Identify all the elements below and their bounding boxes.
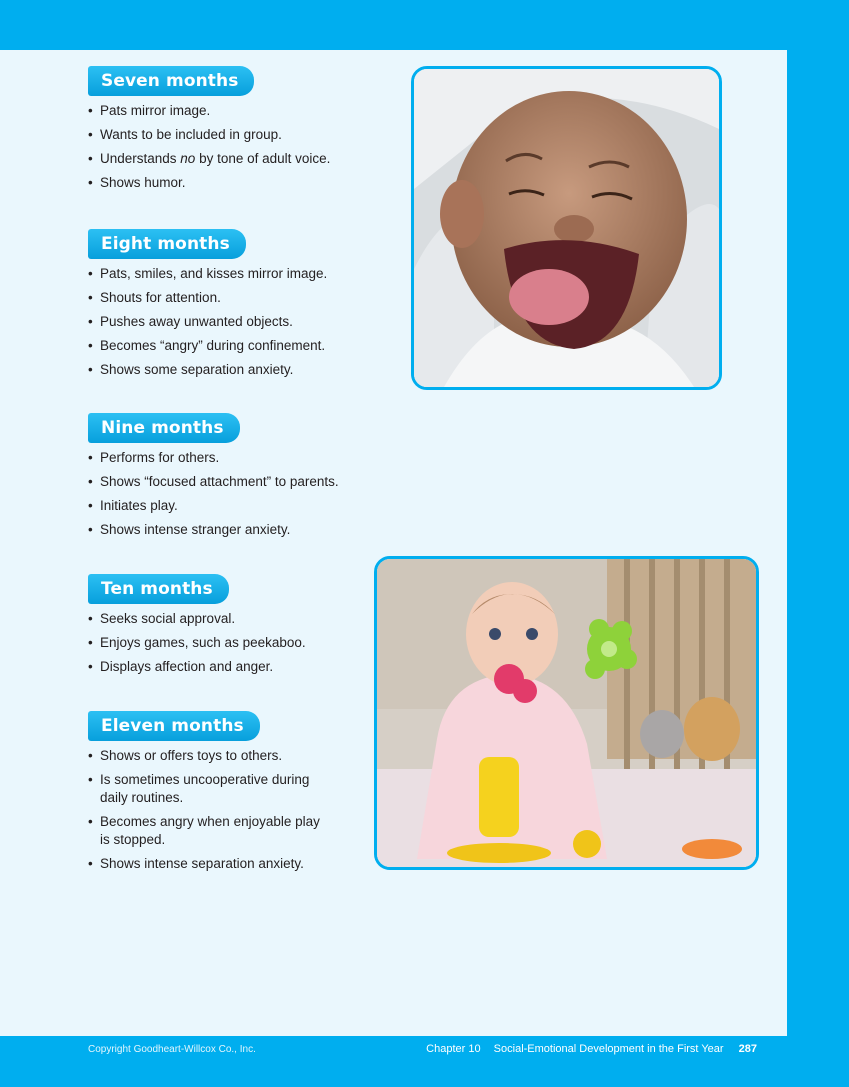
section-heading: Eight months	[88, 229, 246, 259]
chapter-label: Chapter 10	[426, 1043, 481, 1055]
list-item: • Pushes away unwanted objects.	[88, 313, 388, 331]
bullet-list	[88, 610, 388, 676]
bullet-list	[88, 747, 328, 873]
section-eleven-months	[88, 711, 328, 879]
list-item: • Shows or offers toys to others.	[88, 747, 328, 765]
list-item: • Understands no by tone of adult voice.	[88, 150, 388, 168]
list-item: • Enjoys games, such as peekaboo.	[88, 634, 388, 652]
list-item: • Shouts for attention.	[88, 289, 388, 307]
list-item: • Pats, smiles, and kisses mirror image.	[88, 265, 388, 283]
list-item: • Shows intense stranger anxiety.	[88, 521, 388, 539]
chapter-title: Social-Emotional Development in the First Year	[493, 1043, 724, 1055]
list-item: • Seeks social approval.	[88, 610, 388, 628]
laughing-baby-photo	[411, 66, 722, 390]
list-item: • Is sometimes uncooperative during daily routines.	[88, 771, 328, 807]
list-item: • Shows “focused attachment” to parents.	[88, 473, 388, 491]
section-heading: Ten months	[88, 574, 229, 604]
section-eight-months	[88, 229, 388, 385]
laughing-baby-image	[414, 69, 719, 387]
list-item: • Becomes angry when enjoyable play is stopped.	[88, 813, 328, 849]
section-nine-months	[88, 413, 388, 545]
bullet-list	[88, 449, 388, 539]
section-seven-months	[88, 66, 388, 198]
list-item: • Displays affection and anger.	[88, 658, 388, 676]
list-item: • Becomes “angry” during confinement.	[88, 337, 388, 355]
section-heading: Nine months	[88, 413, 240, 443]
section-heading: Eleven months	[88, 711, 260, 741]
baby-with-toys-photo	[374, 556, 759, 870]
copyright-notice: Copyright Goodheart-Willcox Co., Inc.	[88, 1044, 256, 1055]
bullet-list	[88, 265, 388, 379]
baby-with-toys-image	[377, 559, 756, 867]
section-ten-months	[88, 574, 388, 682]
page-footer	[426, 1043, 757, 1055]
list-item: • Pats mirror image.	[88, 102, 388, 120]
list-item: • Wants to be included in group.	[88, 126, 388, 144]
list-item: • Shows some separation anxiety.	[88, 361, 388, 379]
list-item: • Initiates play.	[88, 497, 388, 515]
bullet-list	[88, 102, 388, 192]
list-item: • Shows intense separation anxiety.	[88, 855, 328, 873]
list-item: • Performs for others.	[88, 449, 388, 467]
section-heading: Seven months	[88, 66, 254, 96]
list-item: • Shows humor.	[88, 174, 388, 192]
page-number: 287	[738, 1043, 757, 1055]
